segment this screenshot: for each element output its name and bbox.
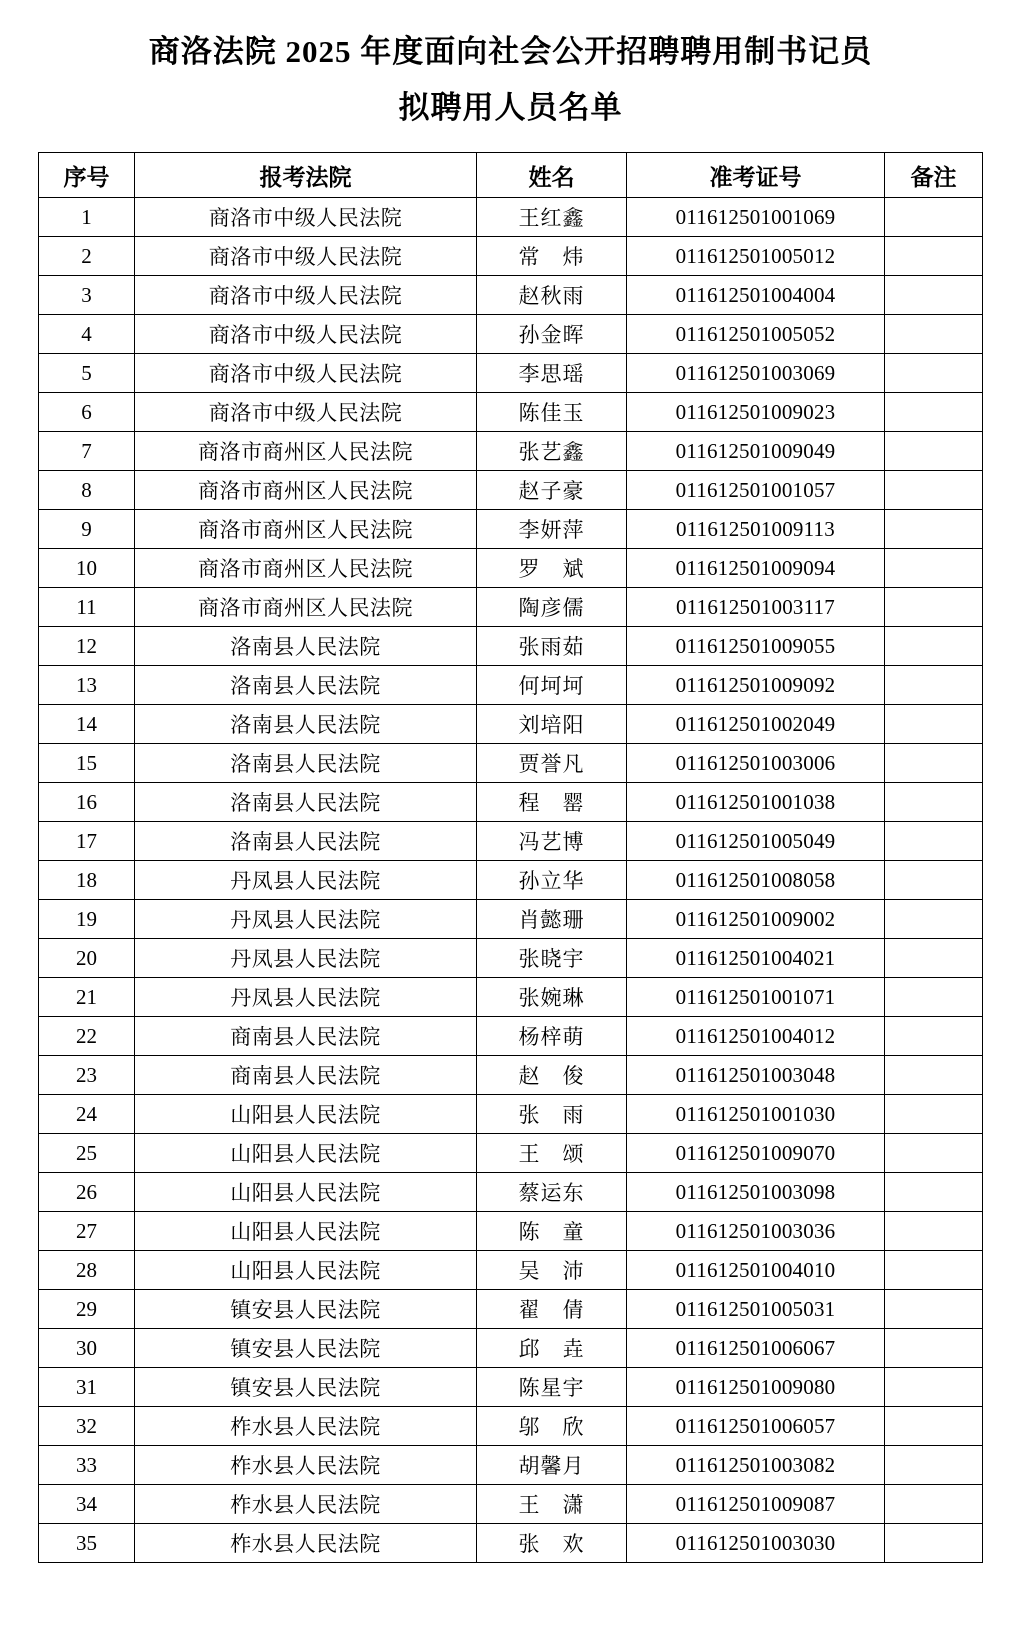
cell-court: 山阳县人民法院 — [135, 1173, 477, 1212]
cell-note — [885, 783, 983, 822]
cell-note — [885, 822, 983, 861]
cell-index: 21 — [39, 978, 135, 1017]
table-row — [39, 666, 983, 705]
cell-index: 3 — [39, 276, 135, 315]
cell-name: 冯艺博 — [477, 822, 627, 861]
cell-name: 蔡运东 — [477, 1173, 627, 1212]
cell-note — [885, 744, 983, 783]
cell-note — [885, 1407, 983, 1446]
column-header-index: 序号 — [39, 153, 135, 198]
cell-index: 12 — [39, 627, 135, 666]
cell-court: 山阳县人民法院 — [135, 1134, 477, 1173]
cell-note — [885, 1329, 983, 1368]
cell-court: 丹凤县人民法院 — [135, 939, 477, 978]
cell-index: 8 — [39, 471, 135, 510]
cell-name: 杨梓萌 — [477, 1017, 627, 1056]
table-row — [39, 510, 983, 549]
cell-note — [885, 1173, 983, 1212]
cell-note — [885, 1017, 983, 1056]
cell-name: 赵子豪 — [477, 471, 627, 510]
cell-name: 常 炜 — [477, 237, 627, 276]
cell-court: 商洛市中级人民法院 — [135, 276, 477, 315]
cell-court: 商洛市中级人民法院 — [135, 393, 477, 432]
cell-index: 28 — [39, 1251, 135, 1290]
table-row — [39, 1290, 983, 1329]
table-row — [39, 978, 983, 1017]
cell-note — [885, 510, 983, 549]
cell-index: 19 — [39, 900, 135, 939]
cell-name: 张晓宇 — [477, 939, 627, 978]
cell-name: 张婉琳 — [477, 978, 627, 1017]
cell-note — [885, 1368, 983, 1407]
cell-index: 2 — [39, 237, 135, 276]
cell-court: 商洛市中级人民法院 — [135, 237, 477, 276]
cell-name: 邱 垚 — [477, 1329, 627, 1368]
cell-ticket: 011612501009070 — [627, 1134, 885, 1173]
column-header-ticket: 准考证号 — [627, 153, 885, 198]
cell-note — [885, 315, 983, 354]
cell-index: 23 — [39, 1056, 135, 1095]
title-line-1: 商洛法院 2025 年度面向社会公开招聘聘用制书记员 — [148, 34, 873, 69]
cell-note — [885, 432, 983, 471]
cell-court: 洛南县人民法院 — [135, 666, 477, 705]
table-row — [39, 1368, 983, 1407]
cell-index: 22 — [39, 1017, 135, 1056]
table-row — [39, 1251, 983, 1290]
cell-court: 柞水县人民法院 — [135, 1524, 477, 1563]
cell-name: 王 潇 — [477, 1485, 627, 1524]
table-row — [39, 393, 983, 432]
cell-ticket: 011612501001069 — [627, 198, 885, 237]
cell-name: 罗 斌 — [477, 549, 627, 588]
cell-court: 洛南县人民法院 — [135, 744, 477, 783]
cell-name: 陈星宇 — [477, 1368, 627, 1407]
table-row — [39, 705, 983, 744]
cell-ticket: 011612501001057 — [627, 471, 885, 510]
cell-name: 陶彦儒 — [477, 588, 627, 627]
table-row — [39, 1407, 983, 1446]
cell-index: 30 — [39, 1329, 135, 1368]
cell-court: 商洛市商州区人民法院 — [135, 549, 477, 588]
cell-ticket: 011612501004004 — [627, 276, 885, 315]
cell-ticket: 011612501003006 — [627, 744, 885, 783]
table-row — [39, 783, 983, 822]
cell-index: 16 — [39, 783, 135, 822]
cell-name: 何坷坷 — [477, 666, 627, 705]
cell-name: 李思瑶 — [477, 354, 627, 393]
cell-name: 翟 倩 — [477, 1290, 627, 1329]
cell-court: 柞水县人民法院 — [135, 1446, 477, 1485]
cell-note — [885, 1524, 983, 1563]
column-header-court: 报考法院 — [135, 153, 477, 198]
column-header-note: 备注 — [885, 153, 983, 198]
cell-name: 张雨茹 — [477, 627, 627, 666]
table-row — [39, 1056, 983, 1095]
cell-ticket: 011612501006057 — [627, 1407, 885, 1446]
cell-court: 商洛市商州区人民法院 — [135, 588, 477, 627]
cell-name: 胡馨月 — [477, 1446, 627, 1485]
cell-note — [885, 705, 983, 744]
cell-name: 张艺鑫 — [477, 432, 627, 471]
cell-note — [885, 549, 983, 588]
cell-court: 商洛市商州区人民法院 — [135, 510, 477, 549]
table-row — [39, 471, 983, 510]
table-row — [39, 822, 983, 861]
table-row — [39, 1173, 983, 1212]
table-row — [39, 588, 983, 627]
page-title — [24, 30, 997, 130]
cell-court: 商洛市中级人民法院 — [135, 198, 477, 237]
cell-name: 肖懿珊 — [477, 900, 627, 939]
table-row — [39, 1485, 983, 1524]
table-row — [39, 1446, 983, 1485]
cell-ticket: 011612501004012 — [627, 1017, 885, 1056]
table-row — [39, 1524, 983, 1563]
cell-court: 山阳县人民法院 — [135, 1251, 477, 1290]
cell-note — [885, 393, 983, 432]
cell-court: 洛南县人民法院 — [135, 783, 477, 822]
cell-name: 陈佳玉 — [477, 393, 627, 432]
cell-ticket: 011612501009113 — [627, 510, 885, 549]
cell-index: 9 — [39, 510, 135, 549]
column-header-name: 姓名 — [477, 153, 627, 198]
table-row — [39, 1134, 983, 1173]
table-row — [39, 744, 983, 783]
cell-index: 34 — [39, 1485, 135, 1524]
cell-name: 吴 沛 — [477, 1251, 627, 1290]
cell-note — [885, 1056, 983, 1095]
table-row — [39, 900, 983, 939]
cell-index: 11 — [39, 588, 135, 627]
cell-note — [885, 900, 983, 939]
cell-court: 商洛市商州区人民法院 — [135, 471, 477, 510]
cell-court: 商洛市中级人民法院 — [135, 315, 477, 354]
cell-index: 4 — [39, 315, 135, 354]
cell-ticket: 011612501003098 — [627, 1173, 885, 1212]
cell-index: 6 — [39, 393, 135, 432]
cell-ticket: 011612501009055 — [627, 627, 885, 666]
cell-name: 刘培阳 — [477, 705, 627, 744]
cell-ticket: 011612501005012 — [627, 237, 885, 276]
cell-ticket: 011612501003036 — [627, 1212, 885, 1251]
cell-note — [885, 666, 983, 705]
cell-name: 赵 俊 — [477, 1056, 627, 1095]
cell-name: 王 颂 — [477, 1134, 627, 1173]
cell-note — [885, 354, 983, 393]
cell-court: 商洛市中级人民法院 — [135, 354, 477, 393]
cell-ticket: 011612501004021 — [627, 939, 885, 978]
cell-index: 10 — [39, 549, 135, 588]
cell-ticket: 011612501001038 — [627, 783, 885, 822]
cell-name: 陈 童 — [477, 1212, 627, 1251]
cell-index: 26 — [39, 1173, 135, 1212]
cell-index: 17 — [39, 822, 135, 861]
cell-court: 商南县人民法院 — [135, 1056, 477, 1095]
cell-ticket: 011612501003117 — [627, 588, 885, 627]
cell-note — [885, 471, 983, 510]
cell-index: 15 — [39, 744, 135, 783]
cell-ticket: 011612501008058 — [627, 861, 885, 900]
cell-note — [885, 237, 983, 276]
cell-index: 1 — [39, 198, 135, 237]
cell-ticket: 011612501003082 — [627, 1446, 885, 1485]
table-row — [39, 315, 983, 354]
cell-name: 李妍萍 — [477, 510, 627, 549]
cell-name: 王红鑫 — [477, 198, 627, 237]
cell-name: 贾誉凡 — [477, 744, 627, 783]
cell-court: 洛南县人民法院 — [135, 627, 477, 666]
cell-note — [885, 1290, 983, 1329]
cell-index: 20 — [39, 939, 135, 978]
cell-note — [885, 978, 983, 1017]
cell-ticket: 011612501009023 — [627, 393, 885, 432]
cell-court: 柞水县人民法院 — [135, 1407, 477, 1446]
cell-index: 14 — [39, 705, 135, 744]
table-row — [39, 1017, 983, 1056]
cell-court: 丹凤县人民法院 — [135, 900, 477, 939]
cell-note — [885, 939, 983, 978]
cell-index: 5 — [39, 354, 135, 393]
cell-ticket: 011612501005052 — [627, 315, 885, 354]
cell-name: 孙金晖 — [477, 315, 627, 354]
cell-index: 18 — [39, 861, 135, 900]
cell-court: 山阳县人民法院 — [135, 1212, 477, 1251]
cell-court: 洛南县人民法院 — [135, 822, 477, 861]
table-row — [39, 198, 983, 237]
cell-index: 27 — [39, 1212, 135, 1251]
cell-ticket: 011612501003048 — [627, 1056, 885, 1095]
cell-name: 张 雨 — [477, 1095, 627, 1134]
table-row — [39, 237, 983, 276]
cell-note — [885, 861, 983, 900]
cell-index: 33 — [39, 1446, 135, 1485]
cell-ticket: 011612501006067 — [627, 1329, 885, 1368]
roster-table — [38, 152, 983, 1563]
cell-court: 山阳县人民法院 — [135, 1095, 477, 1134]
cell-note — [885, 1485, 983, 1524]
cell-ticket: 011612501003069 — [627, 354, 885, 393]
cell-index: 32 — [39, 1407, 135, 1446]
cell-note — [885, 1095, 983, 1134]
cell-court: 洛南县人民法院 — [135, 705, 477, 744]
cell-court: 丹凤县人民法院 — [135, 861, 477, 900]
cell-ticket: 011612501001071 — [627, 978, 885, 1017]
cell-court: 柞水县人民法院 — [135, 1485, 477, 1524]
cell-note — [885, 1251, 983, 1290]
table-row — [39, 549, 983, 588]
cell-ticket: 011612501009087 — [627, 1485, 885, 1524]
cell-ticket: 011612501009092 — [627, 666, 885, 705]
cell-index: 31 — [39, 1368, 135, 1407]
table-row — [39, 1329, 983, 1368]
table-row — [39, 276, 983, 315]
cell-note — [885, 276, 983, 315]
cell-name: 程 罂 — [477, 783, 627, 822]
cell-ticket: 011612501001030 — [627, 1095, 885, 1134]
cell-ticket: 011612501003030 — [627, 1524, 885, 1563]
cell-index: 29 — [39, 1290, 135, 1329]
table-row — [39, 627, 983, 666]
cell-court: 镇安县人民法院 — [135, 1290, 477, 1329]
cell-index: 35 — [39, 1524, 135, 1563]
cell-court: 商洛市商州区人民法院 — [135, 432, 477, 471]
cell-index: 24 — [39, 1095, 135, 1134]
cell-index: 13 — [39, 666, 135, 705]
table-row — [39, 1212, 983, 1251]
table-row — [39, 861, 983, 900]
cell-court: 商南县人民法院 — [135, 1017, 477, 1056]
cell-note — [885, 1446, 983, 1485]
table-row — [39, 354, 983, 393]
cell-note — [885, 198, 983, 237]
cell-court: 镇安县人民法院 — [135, 1368, 477, 1407]
cell-ticket: 011612501009002 — [627, 900, 885, 939]
cell-court: 镇安县人民法院 — [135, 1329, 477, 1368]
cell-note — [885, 588, 983, 627]
table-row — [39, 432, 983, 471]
table-row — [39, 939, 983, 978]
title-line-2: 拟聘用人员名单 — [398, 90, 623, 126]
cell-ticket: 011612501005031 — [627, 1290, 885, 1329]
cell-note — [885, 1134, 983, 1173]
cell-court: 丹凤县人民法院 — [135, 978, 477, 1017]
cell-note — [885, 1212, 983, 1251]
cell-name: 张 欢 — [477, 1524, 627, 1563]
cell-name: 孙立华 — [477, 861, 627, 900]
cell-ticket: 011612501005049 — [627, 822, 885, 861]
cell-ticket: 011612501004010 — [627, 1251, 885, 1290]
cell-note — [885, 627, 983, 666]
cell-ticket: 011612501009080 — [627, 1368, 885, 1407]
cell-index: 25 — [39, 1134, 135, 1173]
cell-ticket: 011612501009049 — [627, 432, 885, 471]
cell-name: 赵秋雨 — [477, 276, 627, 315]
cell-index: 7 — [39, 432, 135, 471]
cell-name: 邬 欣 — [477, 1407, 627, 1446]
table-header-row — [39, 153, 983, 198]
table-row — [39, 1095, 983, 1134]
table-body — [39, 198, 983, 1563]
cell-ticket: 011612501002049 — [627, 705, 885, 744]
cell-ticket: 011612501009094 — [627, 549, 885, 588]
